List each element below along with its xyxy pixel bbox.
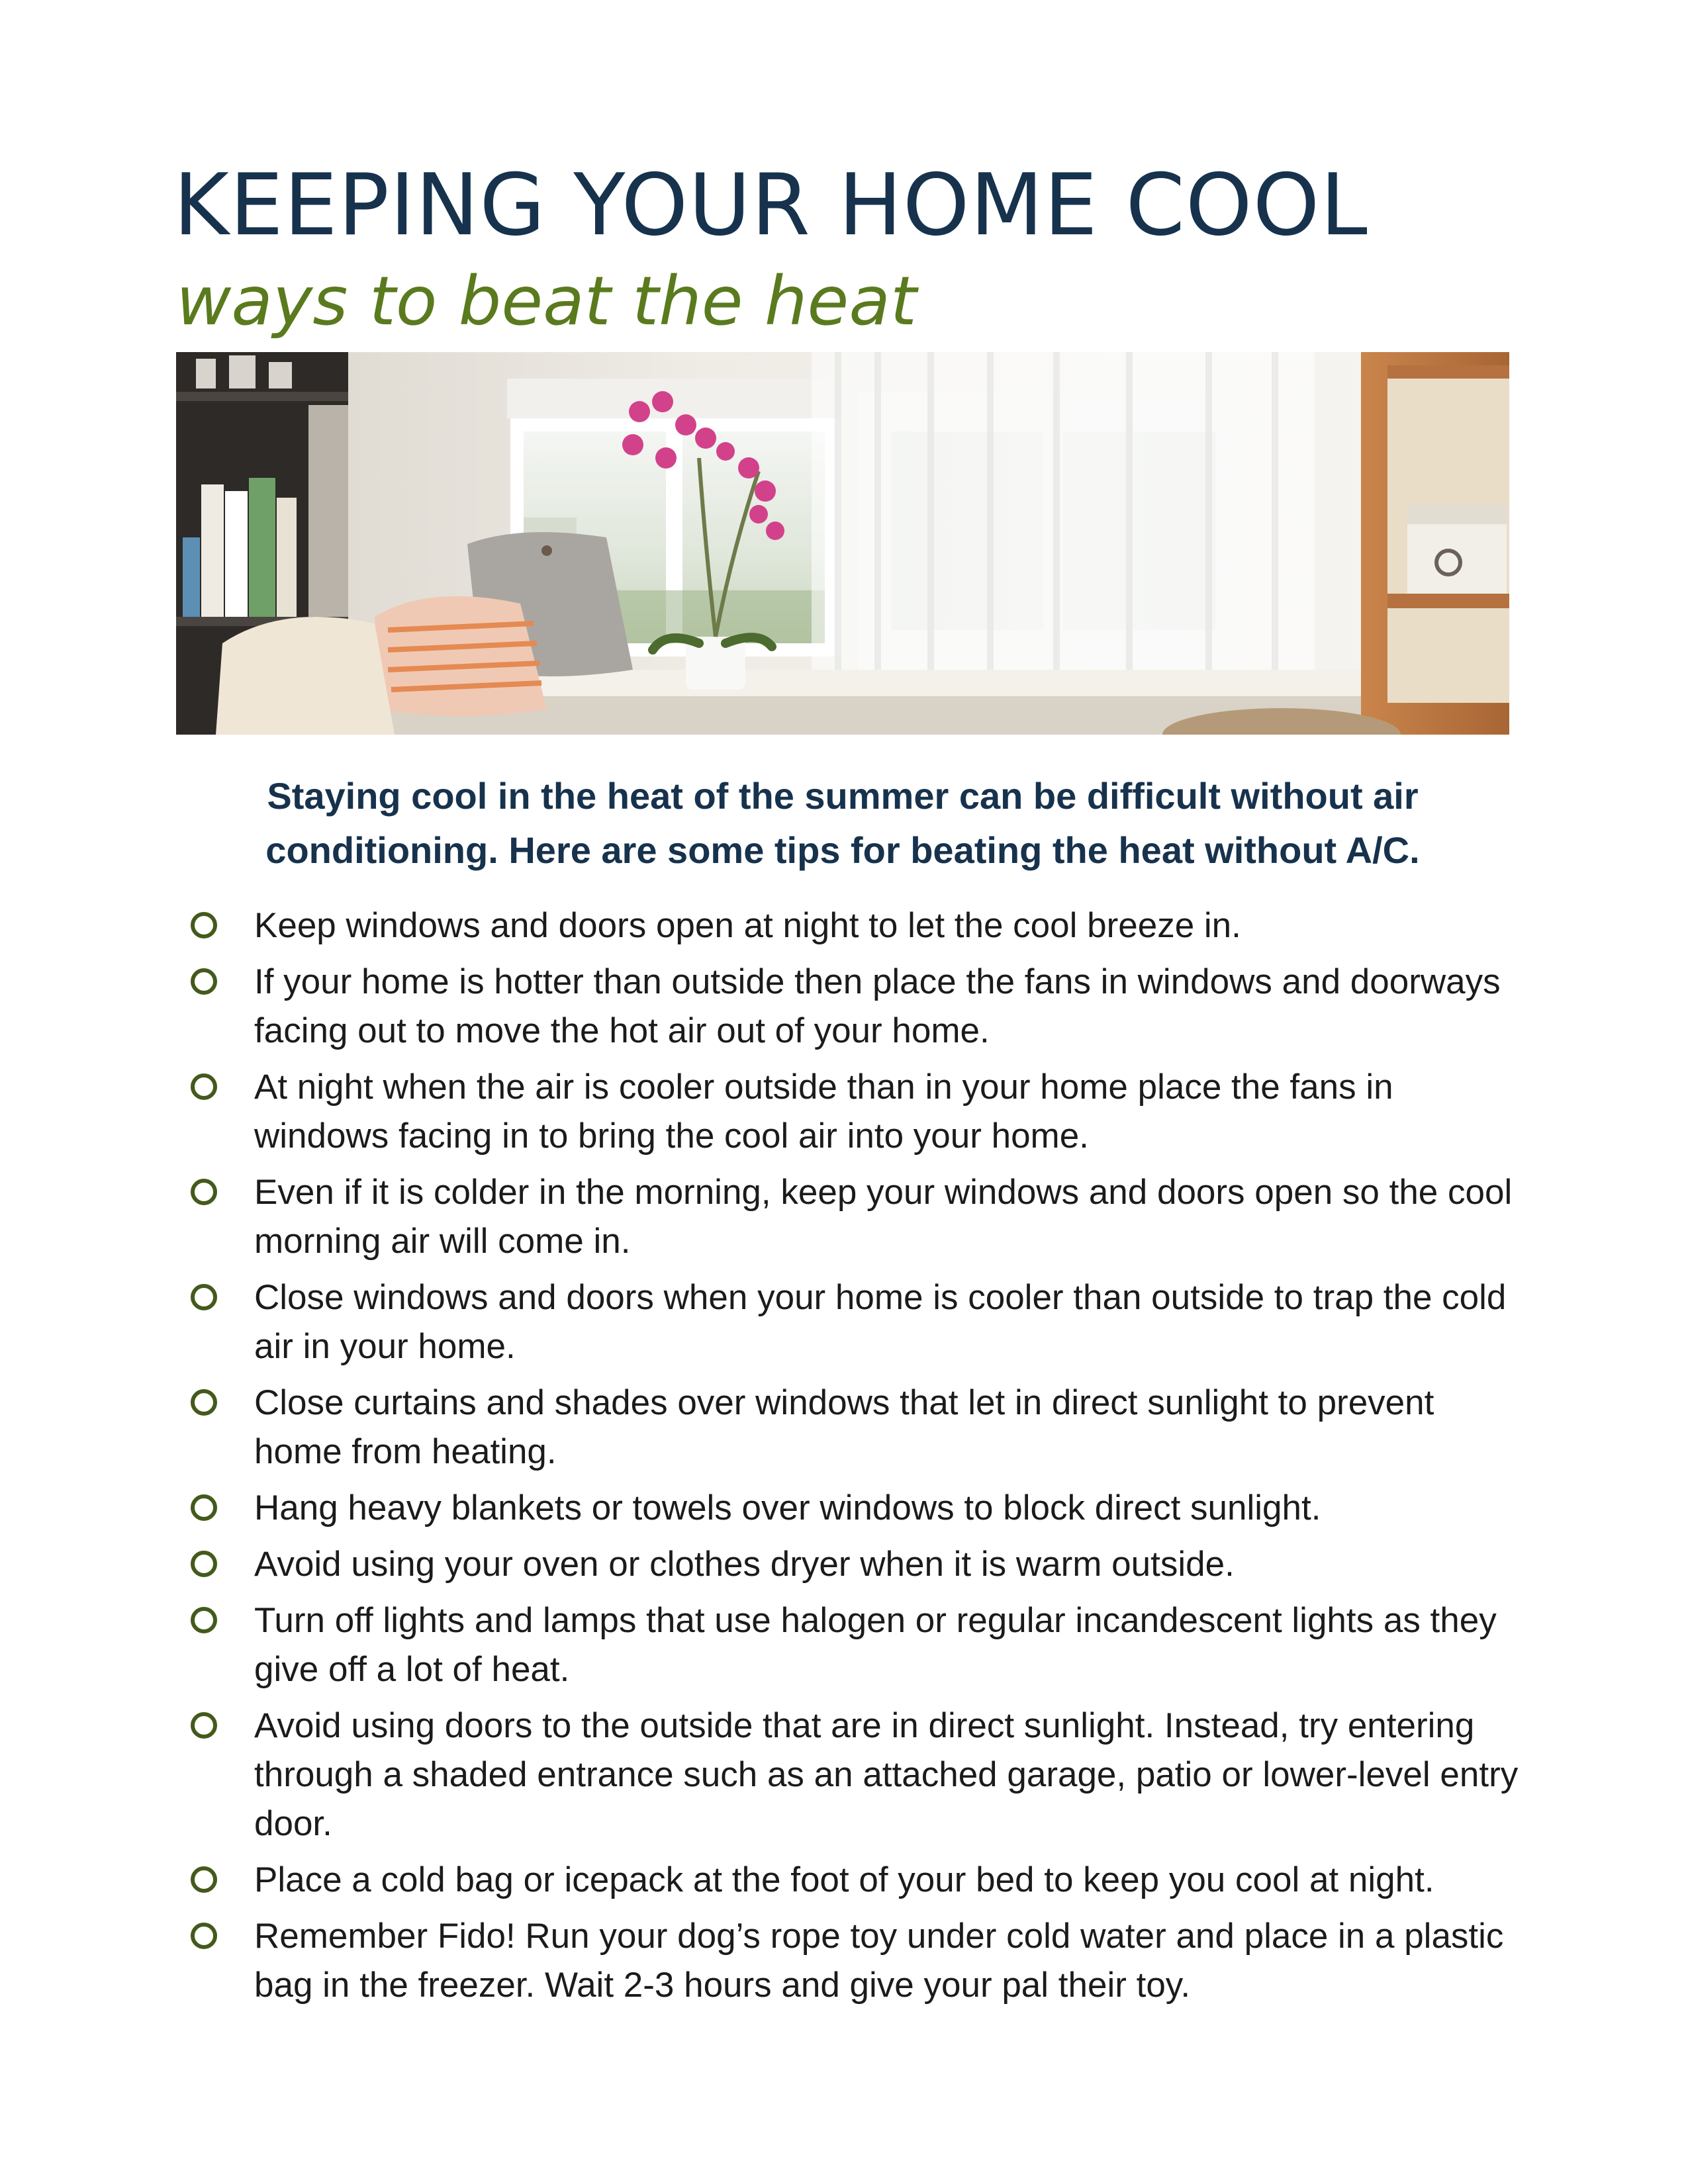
intro-text: Staying cool in the heat of the summer can be difficult without air conditioning. Here are some tips for beating the heat without A/C. [265,775,1420,871]
list-item [176,1856,1526,1905]
window-room-illustration [176,352,1509,735]
list-item [176,1273,1526,1371]
list-item [176,1702,1526,1848]
circle-bullet-icon [191,1607,217,1633]
list-item [176,1540,1526,1589]
list-item [176,901,1526,950]
list-item [176,1912,1526,2010]
list-item [176,1168,1526,1266]
tip-text: Avoid using your oven or clothes dryer when it is warm outside. [254,1545,1235,1584]
circle-bullet-icon [191,1712,217,1739]
list-item [176,1379,1526,1477]
circle-bullet-icon [191,1284,217,1310]
circle-bullet-icon [191,1179,217,1205]
tip-text: At night when the air is cooler outside than in your home place the fans in windows facing in to bring the cool air into your home. [254,1068,1393,1156]
circle-bullet-icon [191,1551,217,1577]
list-item [176,1596,1526,1694]
tip-text: If your home is hotter than outside then place the fans in windows and doorways facing out to move the hot air out of your home. [254,962,1501,1050]
tip-text: Avoid using doors to the outside that are in direct sunlight. Instead, try entering through a shaded entrance such as an attached garage, patio or lower-level entry door. [254,1706,1519,1843]
list-item [176,1063,1526,1161]
circle-bullet-icon [191,912,217,938]
circle-bullet-icon [191,1494,217,1521]
tip-text: Close windows and doors when your home is cooler than outside to trap the cold air in your home. [254,1278,1507,1366]
list-item [176,958,1526,1056]
circle-bullet-icon [191,1923,217,1949]
tip-text: Hang heavy blankets or towels over windows to block direct sunlight. [254,1488,1321,1527]
circle-bullet-icon [191,968,217,995]
tip-text: Turn off lights and lamps that use halogen or regular incandescent lights as they give off a lot of heat. [254,1601,1497,1689]
page-title: KEEPING YOUR HOME COOL [173,156,1368,255]
tips-list [176,901,1526,2017]
circle-bullet-icon [191,1073,217,1100]
window-room-photo [176,352,1509,735]
tip-text: Remember Fido! Run your dog’s rope toy under cold water and place in a plastic bag in the freezer. Wait 2-3 hours and give your pal their toy. [254,1917,1504,2005]
circle-bullet-icon [191,1389,217,1416]
list-item [176,1484,1526,1533]
page-subtitle: ways to beat the heat [176,262,917,341]
tip-text: Place a cold bag or icepack at the foot of your bed to keep you cool at night. [254,1860,1434,1899]
tip-text: Even if it is colder in the morning, keep your windows and doors open so the cool morning air will come in. [254,1173,1513,1261]
circle-bullet-icon [191,1866,217,1893]
tip-text: Close curtains and shades over windows that let in direct sunlight to prevent home from heating. [254,1383,1434,1471]
tip-text: Keep windows and doors open at night to let the cool breeze in. [254,906,1241,945]
